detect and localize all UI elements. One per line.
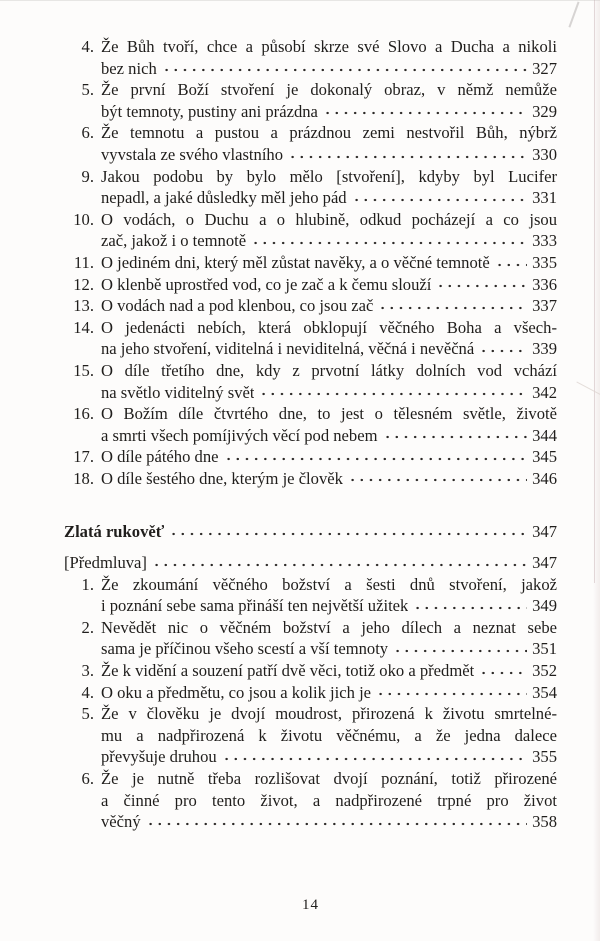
entry-line: O Božím díle čtvrtého dne, to jest o tělesném světle, životě [101,404,557,424]
dot-leader [169,521,527,543]
dot-leader [495,252,527,274]
entry-body [101,274,557,296]
toc-entry [64,446,557,468]
entry-last-line [101,595,557,617]
entry-last-line [101,252,557,274]
entry-number: 5. [81,704,94,724]
entry-line: O díle pátého dne [101,447,219,467]
section-heading-title: Zlatá rukověť [64,522,165,542]
entry-page-number: 342 [532,382,557,402]
entry-line: vyvstala ze svého vlastního [101,144,284,164]
entry-line: O díle šestého dne, kterým je člověk [101,468,343,488]
toc-entry [64,574,557,617]
entry-number: 18. [73,468,94,488]
toc-entry [64,209,557,252]
entry-page-number: 339 [532,339,557,359]
entry-number: 6. [81,769,94,788]
toc-entry [64,166,557,209]
section-heading [64,521,557,543]
entry-page-number: 331 [532,188,557,208]
dot-leader [222,746,527,768]
entry-body [101,79,557,122]
entry-body [101,209,557,252]
entry-number: 2. [81,617,94,637]
entry-body [101,403,557,446]
toc-entry [64,403,557,446]
entry-line: i poznání sebe sama přináší ten největší užitek [101,596,409,616]
entry-last-line [101,295,557,317]
dot-leader [376,682,527,704]
entry-page-number: 337 [532,296,557,316]
entry-last-line [101,425,557,447]
entry-line: Že Bůh tvoří, chce a působí skrze své Slovo a Ducha a nikoli [101,37,557,56]
entry-line: Jakou podobu by bylo mělo [stvoření], kdyby byl Lucifer [101,166,557,186]
entry-line: Že je nutně třeba rozlišovat dvojí poznání, totiž přirozené [101,769,557,788]
entry-line: O oku a předmětu, co jsou a kolik jich je [101,682,372,702]
dot-leader [348,468,527,490]
entry-line: O vodách, o Duchu a o hlubině, odkud pocházejí a co jsou [101,209,557,229]
toc-entry [64,360,557,403]
entry-number: 4. [81,37,94,56]
entry-line: Že první Boží stvoření je dokonalý obraz, v němž nemůže [101,80,557,100]
dot-leader [146,811,527,833]
entry-last-line [101,338,557,360]
entry-line: bez nich [101,58,157,78]
entry-body [101,446,557,468]
entry-body [101,682,557,704]
entry-line: a činné pro tento život, a nadpřirozené trpné pro život [101,790,557,810]
entry-page-number: 349 [532,596,557,616]
entry-line: být temnoty, pustiny ani prázdna [101,101,318,121]
entry-body [101,617,557,660]
dot-leader [162,58,527,80]
entry-line: sama je příčinou všeho scestí a vší temnoty [101,639,389,659]
entry-body [64,552,557,574]
entry-line: na jeho stvoření, viditelná i neviditelná, věčná i nevěčná [101,339,475,359]
entry-number: 15. [73,360,94,380]
entry-line: O klenbě uprostřed vod, co je zač a k čemu slouží [101,274,432,294]
entry-line: mu a nadpřirozená k životu věčnému, a že jedna dalece [101,725,557,745]
dot-leader [413,595,527,617]
entry-body [101,660,557,682]
dot-leader [479,338,527,360]
toc-entry [64,768,557,833]
entry-line: Že temnotu a pustou a prázdnou zemi nestvořil Bůh, nýbrž [101,123,557,143]
entry-body [101,317,557,360]
entry-page-number: 345 [532,447,557,467]
entry-line: Nevědět nic o věčném božství a jeho dílech a neznat sebe [101,617,557,637]
entry-number: 4. [81,682,94,702]
entry-last-line [101,101,557,123]
entry-last-line [101,638,557,660]
entry-page-number: 335 [532,252,557,272]
entry-last-line [101,682,557,704]
entry-last-line [101,746,557,768]
entry-line: O jedenácti nebích, která obklopují věčného Boha a všech- [101,317,557,337]
toc-entry [64,468,557,490]
entry-page-number: 329 [532,101,557,121]
entry-line: převyšuje druhou [101,747,217,767]
dot-leader [224,446,527,468]
entry-page-number: 347 [532,522,557,542]
entry-page-number: 327 [532,58,557,78]
entry-page-number: 352 [532,661,557,681]
entry-page-number: 351 [532,639,557,659]
dot-leader [152,552,527,574]
dot-leader [383,425,528,447]
entry-last-line [64,521,557,543]
entry-line: zač, jakož i o temnotě [101,231,247,251]
entry-line: O jediném dni, který měl zůstat navěky, a o věčné temnotě [101,252,490,272]
toc-entry [64,36,557,79]
entry-body [101,468,557,490]
toc-entry [64,660,557,682]
entry-body [101,574,557,617]
entry-page-number: 333 [532,231,557,251]
dot-leader [479,660,527,682]
toc-entry [64,317,557,360]
entry-last-line [101,144,557,166]
entry-page-number: 346 [532,468,557,488]
entry-page-number: 355 [532,747,557,767]
dot-leader [436,274,527,296]
toc-entry [64,703,557,768]
toc-part-1 [64,36,557,489]
entry-last-line [101,187,557,209]
entry-number: 14. [73,317,94,337]
entry-number: 1. [81,574,94,594]
entry-page-number: 336 [532,274,557,294]
entry-body [101,768,557,833]
dot-leader [378,295,527,317]
dot-leader [251,230,527,252]
toc-entry [64,274,557,296]
entry-last-line [101,58,557,80]
entry-line: a smrti všech pomíjivých věcí pod nebem [101,425,378,445]
entry-last-line [101,274,557,296]
entry-last-line [101,468,557,490]
dot-leader [288,144,527,166]
entry-body [101,703,557,768]
entry-page-number: 330 [532,144,557,164]
entry-line: O díle třetího dne, kdy z prvotní látky dolních vod vchází [101,360,557,380]
entry-line: věčný [101,812,141,832]
toc-part-2 [64,574,557,833]
entry-number: 13. [73,296,94,316]
entry-page-number: 358 [532,812,557,832]
entry-body [101,252,557,274]
entry-number: 17. [73,447,94,467]
toc-entry [64,295,557,317]
toc-entry [64,122,557,165]
folio-page-number: 14 [302,896,319,913]
toc-entry [64,682,557,704]
entry-line: O vodách nad a pod klenbou, co jsou zač [101,296,374,316]
entry-number: 12. [73,274,94,294]
dot-leader [352,187,527,209]
entry-line: Že v člověku je dvojí moudrost, přirozená k životu smrtelné- [101,704,557,724]
entry-last-line [101,660,557,682]
entry-number: 10. [73,209,94,229]
entry-page-number: 347 [532,553,557,573]
dot-leader [259,382,527,404]
entry-number: 3. [81,661,94,681]
dot-leader [323,101,527,123]
entry-page-number: 354 [532,682,557,702]
entry-number: 6. [81,123,94,143]
entry-number: 16. [73,404,94,424]
entry-line: na světlo viditelný svět [101,382,255,402]
entry-number: 11. [73,252,94,272]
entry-body [101,360,557,403]
entry-number: 9. [81,166,94,186]
entry-body [101,36,557,79]
entry-line: nepadl, a jaké důsledky měl jeho pád [101,188,347,208]
entry-line: Že zkoumání věčného božství a šesti dnů stvoření, jakož [101,574,557,594]
dot-leader [393,638,527,660]
entry-last-line [101,446,557,468]
entry-last-line [64,552,557,574]
entry-page-number: 344 [532,425,557,445]
entry-number: 5. [81,80,94,100]
entry-body [101,295,557,317]
entry-last-line [101,811,557,833]
preface-entry [64,552,557,574]
toc-entry [64,79,557,122]
toc-entry [64,252,557,274]
toc-entry [64,617,557,660]
entry-last-line [101,230,557,252]
entry-line: Že k vidění a souzení patří dvě věci, totiž oko a předmět [101,661,475,681]
preface-title: [Předmluva] [64,553,147,573]
entry-last-line [101,382,557,404]
entry-body [64,521,557,543]
entry-body [101,122,557,165]
entry-body [101,166,557,209]
